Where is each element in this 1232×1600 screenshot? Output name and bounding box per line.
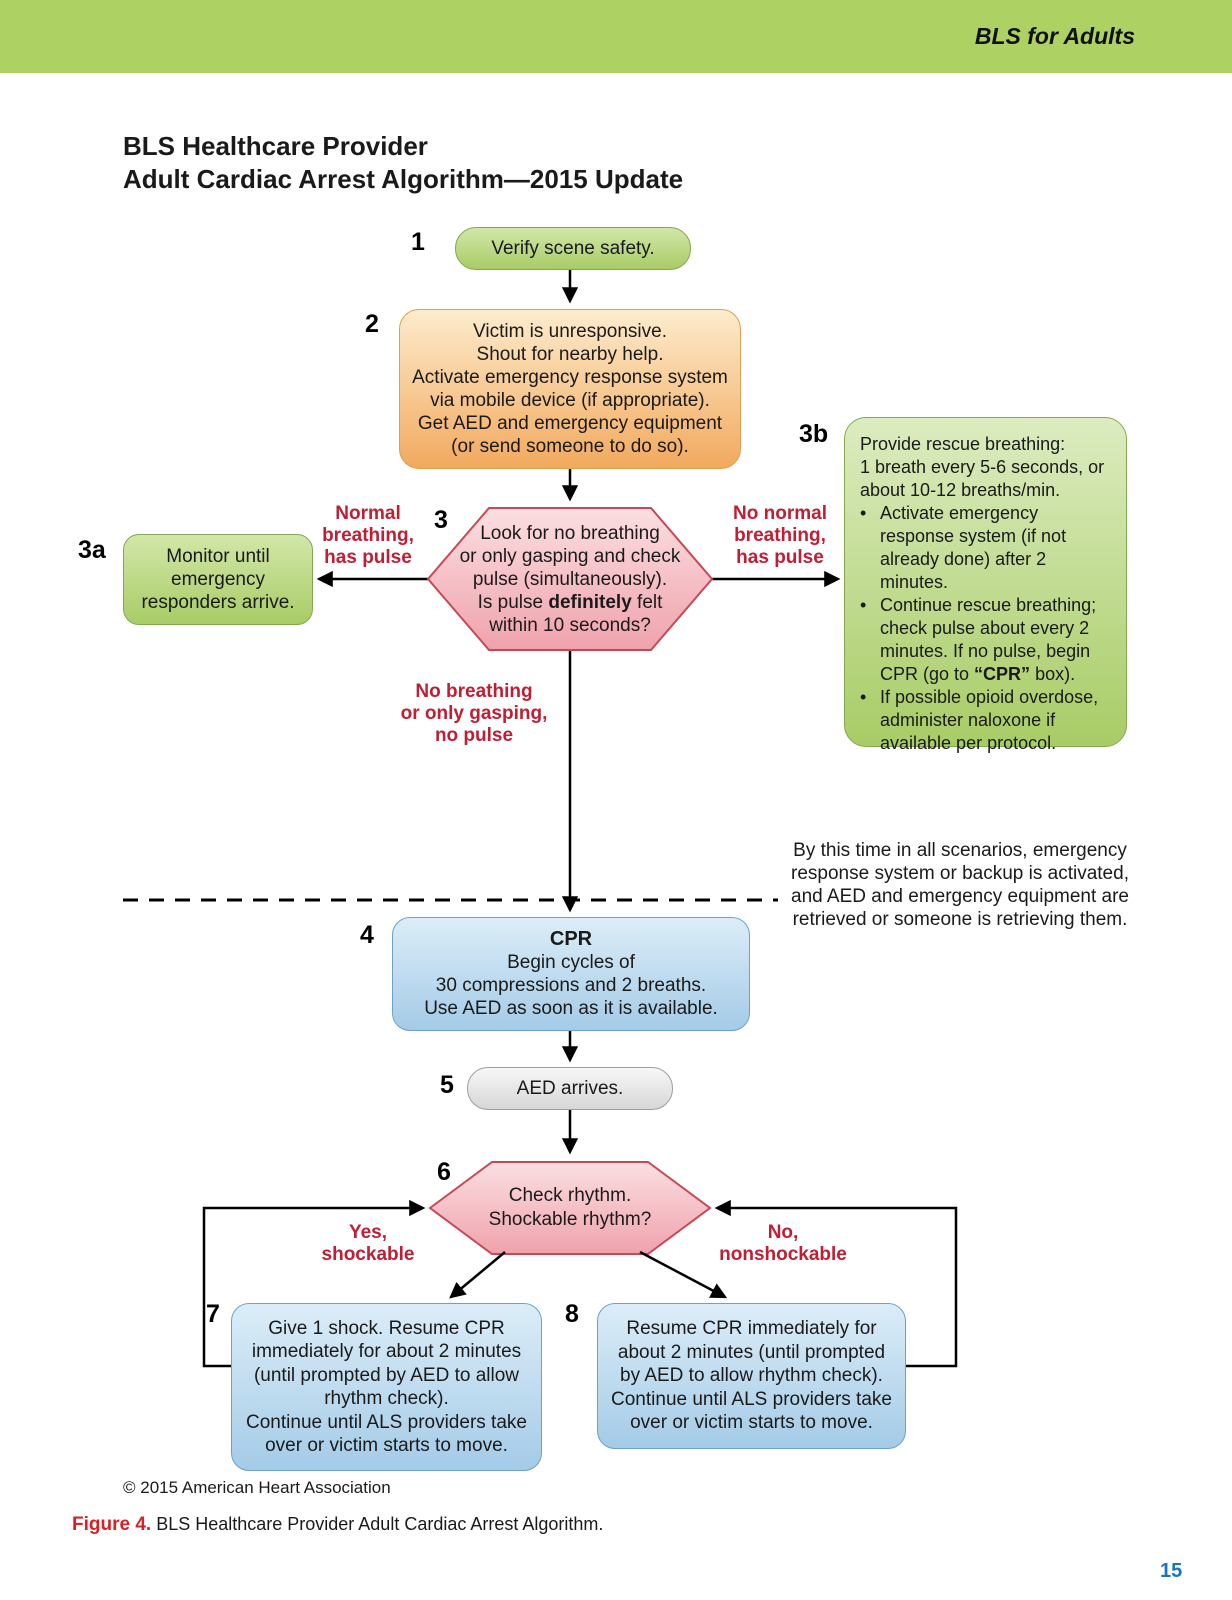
step7-line: rhythm check). [324, 1388, 449, 1409]
step6-number: 6 [437, 1158, 451, 1186]
step5-number: 5 [440, 1071, 454, 1099]
branch-label-normal-breathing [310, 503, 426, 569]
step7-number: 7 [206, 1300, 220, 1328]
step8-line: over or victim starts to move. [630, 1412, 873, 1434]
step3b-bullet-text: Activate emergency response system (if not already done) after 2 minutes. [880, 503, 1067, 592]
step8-number: 8 [565, 1300, 579, 1328]
step4-number: 4 [360, 921, 374, 949]
page-title-line1: BLS Healthcare Provider [123, 131, 428, 161]
branch-label-line: No normal [733, 503, 827, 524]
step7-line: Continue until ALS providers take [246, 1411, 527, 1433]
step3-line: Look for no breathing [480, 522, 660, 544]
step3b-intro-line: 1 breath every 5-6 seconds, or [860, 457, 1105, 477]
step3a-number: 3a [78, 536, 106, 564]
step1-verify-scene-safety-box [455, 227, 691, 270]
page-number: 15 [1160, 1560, 1183, 1582]
bullet-icon: • [860, 595, 867, 615]
step3b-rescue-breathing-box [844, 417, 1127, 753]
step4-line: Begin cycles of [507, 952, 635, 973]
step6-line: Shockable rhythm? [488, 1209, 652, 1230]
step3a-monitor-box [123, 534, 313, 625]
step3b-bullet [860, 502, 1113, 594]
branch-label-line: or only gasping, [400, 703, 548, 724]
step2-unresponsive-box [399, 309, 741, 469]
step5-text: AED arrives. [516, 1078, 624, 1099]
step7-line: Give 1 shock. Resume CPR [268, 1317, 505, 1339]
step3a-line: emergency [171, 569, 265, 590]
step8-line: about 2 minutes (until prompted [617, 1341, 886, 1363]
branch-label-line: no pulse [434, 725, 514, 746]
step3-line: Is pulse definitely felt [477, 591, 663, 613]
branch-label-line: breathing, [322, 525, 414, 546]
step3a-line: responders arrive. [141, 592, 295, 613]
bullet-icon: • [860, 687, 867, 707]
step5-aed-arrives-box [467, 1067, 673, 1110]
arrow-step6-to-step7 [451, 1252, 505, 1297]
step3b-bullet [860, 594, 1113, 686]
branch-label-line: has pulse [736, 547, 824, 568]
step1-number: 1 [411, 228, 425, 256]
step2-line: via mobile device (if appropriate). [430, 390, 710, 411]
header-section-label: BLS for Adults [974, 23, 1135, 49]
scenario-note-line: By this time in all scenarios, emergency [793, 840, 1127, 861]
step3b-number: 3b [799, 420, 829, 448]
bullet-icon: • [860, 503, 867, 523]
step8-line: by AED to allow rhythm check). [620, 1365, 883, 1387]
step8-line: Resume CPR immediately for [626, 1318, 877, 1340]
step2-line: Get AED and emergency equipment [417, 413, 723, 434]
branch-label-line: breathing, [734, 525, 826, 546]
step3-check-pulse-text [440, 514, 700, 644]
step3-line: pulse (simultaneously). [472, 568, 668, 590]
branch-label-line: nonshockable [719, 1244, 847, 1265]
step3b-bullet-text: Continue rescue breathing; check pulse about every 2 minutes. If no pulse, begin CPR (go to “CPR” box). [880, 595, 1097, 684]
step7-give-shock-box [231, 1303, 542, 1471]
step3-number: 3 [434, 506, 448, 534]
step3b-intro-line: about 10-12 breaths/min. [860, 480, 1061, 500]
step6-check-rhythm-text [450, 1166, 690, 1250]
page-title [123, 130, 683, 196]
scenario-note-line: response system or backup is activated, [791, 863, 1129, 884]
step3-line: within 10 seconds? [489, 614, 651, 636]
step7-line: (until prompted by AED to allow [253, 1364, 520, 1386]
step3-line: or only gasping and check [459, 545, 681, 567]
branch-label-line: Yes, [348, 1222, 388, 1243]
step7-line: immediately for about 2 minutes [251, 1341, 522, 1362]
step3b-intro-line: Provide rescue breathing: [860, 434, 1066, 454]
step2-line: Shout for nearby help. [476, 344, 664, 365]
step3b-bullet [860, 686, 1113, 755]
page-title-line2: Adult Cardiac Arrest Algorithm—2015 Update [123, 164, 684, 194]
branch-label-line: has pulse [324, 547, 412, 568]
branch-label-line: No breathing [415, 681, 533, 702]
step8-resume-cpr-box [597, 1303, 906, 1449]
step3a-line: Monitor until [166, 546, 270, 567]
step8-line: Continue until ALS providers take [611, 1388, 892, 1410]
step6-line: Check rhythm. [508, 1185, 632, 1206]
figure-caption-label: Figure 4. [72, 1514, 152, 1535]
scenario-note-line: and AED and emergency equipment are [791, 886, 1129, 907]
branch-label-line: No, [767, 1222, 799, 1243]
step1-text: Verify scene safety. [491, 238, 655, 259]
branch-label-line: shockable [321, 1244, 415, 1265]
branch-label-no-nonshockable [700, 1222, 866, 1266]
step2-line: Activate emergency response system [412, 367, 728, 388]
page-header-band [0, 0, 1232, 73]
branch-label-line: Normal [335, 503, 401, 524]
scenario-note-line: retrieved or someone is retrieving them. [792, 909, 1128, 930]
step4-cpr-box [392, 917, 750, 1031]
step3b-bullet-text: If possible opioid overdose, administer naloxone if available per protocol. [880, 687, 1099, 753]
step2-line: Victim is unresponsive. [473, 321, 667, 342]
step2-number: 2 [365, 310, 379, 338]
copyright-text: © 2015 American Heart Association [123, 1478, 391, 1497]
figure-caption [72, 1514, 603, 1536]
step4-line: Use AED as soon as it is available. [424, 998, 718, 1019]
step4-title: CPR [549, 928, 593, 950]
figure-caption-text: BLS Healthcare Provider Adult Cardiac Arrest Algorithm. [151, 1514, 604, 1534]
step2-line: (or send someone to do so). [451, 436, 689, 457]
step4-line: 30 compressions and 2 breaths. [435, 975, 707, 996]
branch-label-no-breathing-no-pulse [384, 681, 564, 747]
branch-label-yes-shockable [300, 1222, 436, 1266]
scenario-note [786, 839, 1134, 931]
branch-label-no-normal-breathing [714, 503, 846, 569]
step7-line: over or victim starts to move. [265, 1435, 508, 1456]
